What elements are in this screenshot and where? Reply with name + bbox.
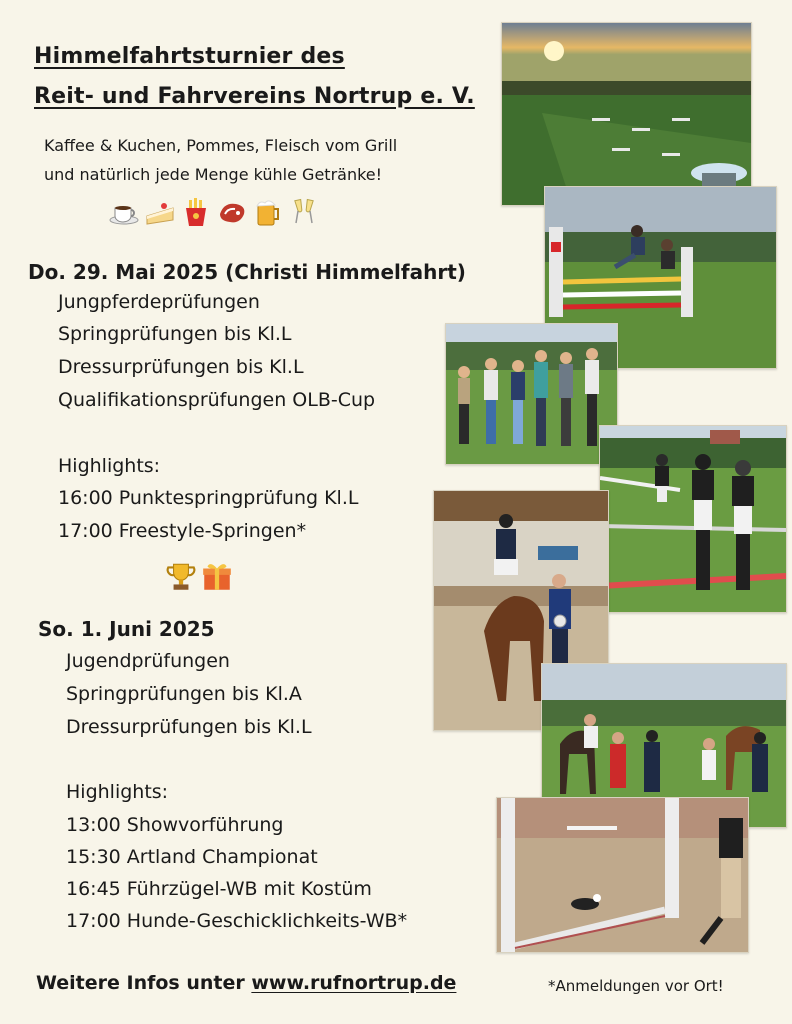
day2-event: Dressurprüfungen bis Kl.L (66, 716, 312, 738)
day2-event: Jugendprüfungen (66, 650, 230, 672)
fries-icon (180, 196, 212, 228)
day2-event: Springprüfungen bis Kl.A (66, 683, 302, 705)
day2-highlight: 15:30 Artland Championat (66, 846, 318, 868)
day2-highlight: 16:45 Führzügel-WB mit Kostüm (66, 878, 372, 900)
day1-event: Springprüfungen bis Kl.L (58, 323, 292, 345)
food-icon-row (108, 196, 320, 228)
cake-icon (144, 196, 176, 228)
riders-course-walk-photo (599, 425, 787, 613)
day1-highlights-label: Highlights: (58, 455, 161, 477)
page-title-line2: Reit- und Fahrvereins Nortrup e. V. (34, 84, 475, 109)
footer-info (36, 972, 456, 994)
coffee-icon (108, 196, 140, 228)
meat-icon (216, 196, 248, 228)
day2-date: So. 1. Juni 2025 (38, 617, 215, 641)
registration-note: *Anmeldungen vor Ort! (548, 977, 724, 995)
team-group-photo (445, 323, 618, 465)
intro-line2: und natürlich jede Menge kühle Getränke! (44, 165, 383, 184)
day1-event: Qualifikationsprüfungen OLB-Cup (58, 389, 376, 411)
footer-prefix: Weitere Infos unter (36, 972, 245, 994)
champagne-icon (288, 196, 320, 228)
website-link[interactable]: www.rufnortrup.de (251, 972, 457, 994)
gift-icon (200, 560, 234, 594)
day1-highlight: 17:00 Freestyle-Springen* (58, 520, 307, 542)
sunset-arena-photo (501, 22, 752, 206)
intro-line1: Kaffee & Kuchen, Pommes, Fleisch vom Grill (44, 136, 398, 155)
day1-event: Jungpferdeprüfungen (58, 291, 260, 313)
day1-event: Dressurprüfungen bis Kl.L (58, 356, 304, 378)
page-title-line1: Himmelfahrtsturnier des (34, 44, 345, 69)
beer-icon (252, 196, 284, 228)
day2-highlight: 13:00 Showvorführung (66, 814, 284, 836)
trophy-icon (164, 560, 198, 594)
day1-highlight: 16:00 Punktespringprüfung Kl.L (58, 487, 359, 509)
day2-highlights-label: Highlights: (66, 781, 169, 803)
prize-icon-row (164, 560, 234, 594)
day2-highlight: 17:00 Hunde-Geschicklichkeits-WB* (66, 910, 408, 932)
day1-date: Do. 29. Mai 2025 (Christi Himmelfahrt) (28, 260, 466, 284)
dog-agility-photo (496, 797, 749, 953)
